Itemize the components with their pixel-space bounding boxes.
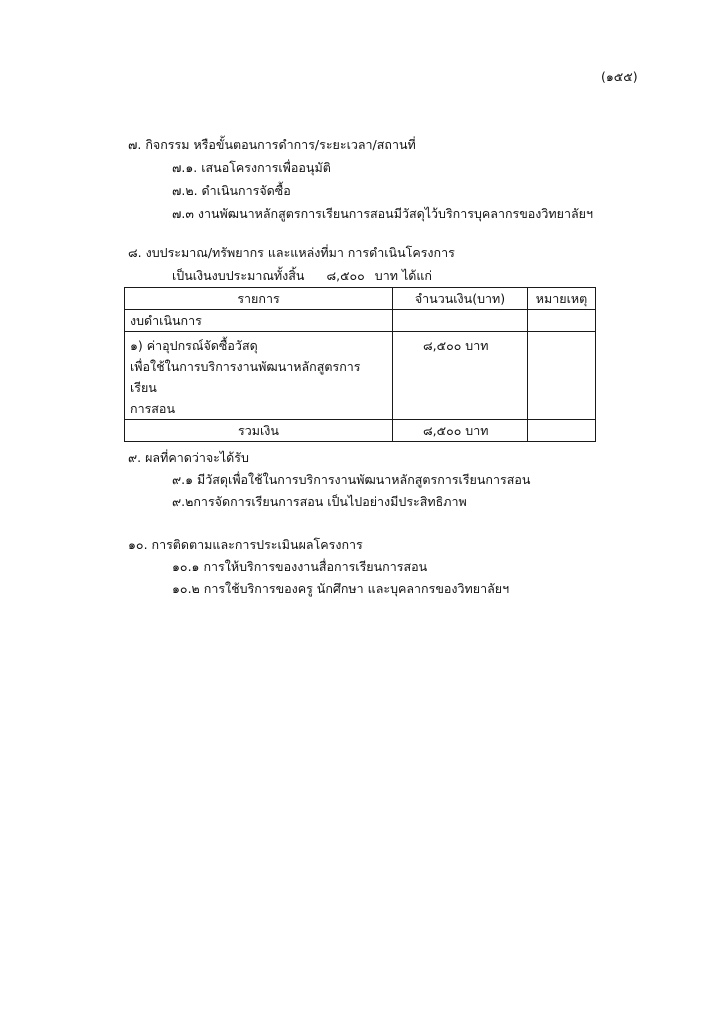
total-label-cell: รวมเงิน [125, 420, 393, 442]
item-line: เพื่อใช้ในการบริการงานพัฒนาหลักสูตรการเรียน [130, 359, 361, 395]
budget-label: เป็นเงินงบประมาณทั้งสิ้น [172, 268, 305, 283]
section-9-item: ๙.๒การจัดการเรียนการสอน เป็นไปอย่างมีประสิทธิภาพ [172, 494, 467, 509]
table-row [125, 332, 596, 420]
section-10-item: ๑๐.๒ การใช้บริการของครู นักศึกษา และบุคลากรของวิทยาลัยฯ [172, 581, 510, 596]
section-8-heading: ๘. งบประมาณ/ทรัพยากร และแหล่งที่มา การดำเนินโครงการ [128, 245, 455, 260]
budget-unit: บาท ได้แก่ [374, 268, 432, 283]
header-cell-remark: หมายเหตุ [528, 288, 596, 310]
header-cell-amount: จำนวนเงิน(บาท) [393, 288, 528, 310]
section-9-item: ๙.๑ มีวัสดุเพื่อใช้ในการบริการงานพัฒนาหลักสูตรการเรียนการสอน [172, 472, 531, 487]
section-7-item: ๗.๓ งานพัฒนาหลักสูตรการเรียนการสอนมีวัสดุไว้บริการบุคลากรของวิทยาลัยฯ [172, 206, 594, 221]
item-line: ๑) ค่าอุปกรณ์จัดซื้อวัสดุ [130, 338, 258, 353]
table-total-row [125, 420, 596, 442]
section-7-item: ๗.๒. ดำเนินการจัดซื้อ [172, 183, 291, 198]
section-9-heading: ๙. ผลที่คาดว่าจะได้รับ [128, 450, 249, 465]
section-7-item: ๗.๑. เสนอโครงการเพื่ออนุมัติ [172, 160, 331, 175]
item-description-cell [125, 332, 393, 420]
item-line: การสอน [130, 401, 175, 416]
ops-label-cell: งบดำเนินการ [125, 310, 393, 332]
budget-table [124, 287, 596, 442]
budget-summary-line [172, 268, 432, 284]
table-row [125, 310, 596, 332]
section-10-item: ๑๐.๑ การให้บริการของงานสื่อการเรียนการสอน [172, 559, 428, 574]
table-header-row [125, 288, 596, 310]
header-cell-item: รายการ [125, 288, 393, 310]
total-amount-cell: ๘,๕๐๐ บาท [393, 420, 528, 442]
section-10-heading: ๑๐. การติดตามและการประเมินผลโครงการ [128, 537, 363, 552]
empty-cell [528, 420, 596, 442]
page-number: (๑๕๕) [601, 69, 638, 84]
empty-cell [393, 310, 528, 332]
section-7-heading: ๗. กิจกรรม หรือขั้นตอนการดำการ/ระยะเวลา/สถานที่ [128, 137, 416, 152]
item-amount-cell: ๘,๕๐๐ บาท [393, 332, 528, 420]
empty-cell [528, 310, 596, 332]
empty-cell [528, 332, 596, 420]
budget-amount: ๘,๕๐๐ [326, 268, 365, 283]
